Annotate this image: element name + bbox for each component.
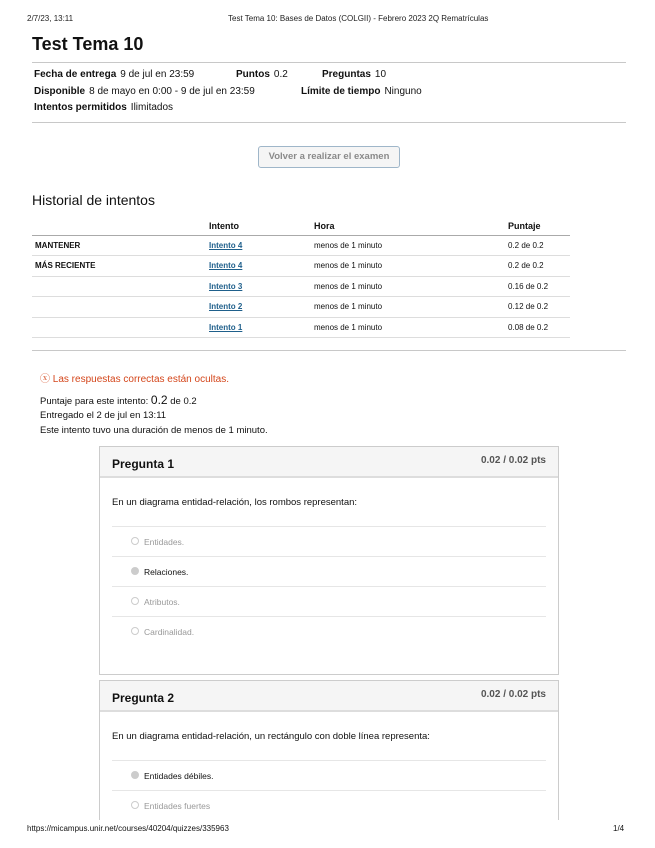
attempt-history-table xyxy=(32,217,570,338)
attempt-link[interactable]: Intento 1 xyxy=(209,322,243,332)
divider xyxy=(32,350,626,351)
attempt-tag: MÁS RECIENTE xyxy=(32,256,209,277)
radio-icon[interactable] xyxy=(131,597,139,605)
question-card xyxy=(99,680,559,820)
table-row xyxy=(32,276,570,297)
answer-label: Relaciones. xyxy=(144,567,189,577)
answer-option[interactable] xyxy=(112,616,546,646)
history-title: Historial de intentos xyxy=(32,192,155,208)
radio-icon[interactable] xyxy=(131,537,139,545)
page-number: 1/4 xyxy=(613,824,625,833)
question-header xyxy=(100,681,558,712)
question-header xyxy=(100,447,558,478)
attempt-link[interactable]: Intento 3 xyxy=(209,281,243,291)
answer-label: Entidades débiles. xyxy=(144,771,214,781)
attempt-score: 0.12 de 0.2 xyxy=(508,297,570,318)
attempt-time: menos de 1 minuto xyxy=(314,256,508,277)
points: Puntos 0.2 xyxy=(236,69,288,80)
table-row xyxy=(32,256,570,277)
question-points: 0.02 / 0.02 pts xyxy=(480,689,546,700)
page-title: Test Tema 10 xyxy=(32,34,144,54)
attempt-score: 0.16 de 0.2 xyxy=(508,276,570,297)
table-row xyxy=(32,235,570,256)
answer-label: Cardinalidad. xyxy=(144,627,195,637)
attempt-tag xyxy=(32,276,209,297)
attempt-link[interactable]: Intento 2 xyxy=(209,302,243,312)
answer-option[interactable] xyxy=(112,790,546,820)
answer-option[interactable] xyxy=(112,586,546,616)
divider xyxy=(32,62,626,63)
question-title: Pregunta 1 xyxy=(112,457,175,471)
col-attempt: Intento xyxy=(209,217,314,235)
attempt-score: Puntaje para este intento: 0.2 de 0.2 xyxy=(40,393,197,407)
question-text: En un diagrama entidad-relación, los rombos representan: xyxy=(112,497,358,508)
warning-icon: ⓧ xyxy=(40,374,53,385)
divider xyxy=(32,122,626,123)
table-row xyxy=(32,297,570,318)
question-text: En un diagrama entidad-relación, un rectángulo con doble línea representa: xyxy=(112,731,430,742)
question-count: Preguntas 10 xyxy=(322,69,387,80)
submitted-date: Entregado el 2 de jul en 13:11 xyxy=(40,410,167,421)
col-time: Hora xyxy=(314,217,508,235)
print-datetime: 2/7/23, 13:11 xyxy=(27,14,74,23)
due-date: Fecha de entrega 9 de jul en 23:59 xyxy=(34,69,195,80)
time-limit: Límite de tiempo Ninguno xyxy=(301,86,422,97)
allowed-attempts: Intentos permitidos Ilimitados xyxy=(34,102,174,113)
attempt-link[interactable]: Intento 4 xyxy=(209,261,243,271)
radio-icon[interactable] xyxy=(131,801,139,809)
question-title: Pregunta 2 xyxy=(112,691,175,705)
footer-url: https://micampus.unir.net/courses/40204/quizzes/335963 xyxy=(27,824,229,833)
answers-hidden-warning: ⓧ Las respuestas correctas están ocultas. xyxy=(40,374,229,385)
table-row xyxy=(32,317,570,338)
attempt-tag xyxy=(32,297,209,318)
attempt-score: 0.08 de 0.2 xyxy=(508,317,570,338)
attempt-duration: Este intento tuvo una duración de menos de 1 minuto. xyxy=(40,425,268,436)
radio-icon[interactable] xyxy=(131,567,139,575)
radio-icon[interactable] xyxy=(131,627,139,635)
availability: Disponible 8 de mayo en 0:00 - 9 de jul en 23:59 xyxy=(34,86,255,97)
question-points: 0.02 / 0.02 pts xyxy=(480,455,546,466)
retake-quiz-button[interactable]: Volver a realizar el examen xyxy=(258,146,400,168)
attempt-score: 0.2 de 0.2 xyxy=(508,256,570,277)
radio-icon[interactable] xyxy=(131,771,139,779)
question-card xyxy=(99,446,559,675)
attempt-time: menos de 1 minuto xyxy=(314,276,508,297)
col-score: Puntaje xyxy=(508,217,570,235)
attempt-tag: MANTENER xyxy=(32,235,209,256)
attempt-score: 0.2 de 0.2 xyxy=(508,235,570,256)
attempt-time: menos de 1 minuto xyxy=(314,235,508,256)
answer-label: Entidades. xyxy=(144,537,185,547)
answer-label: Atributos. xyxy=(144,597,180,607)
attempt-time: menos de 1 minuto xyxy=(314,297,508,318)
answer-option[interactable] xyxy=(112,556,546,586)
attempt-link[interactable]: Intento 4 xyxy=(209,240,243,250)
attempt-time: menos de 1 minuto xyxy=(314,317,508,338)
answer-option[interactable] xyxy=(112,760,546,790)
answer-label: Entidades fuertes xyxy=(144,801,211,811)
attempt-tag xyxy=(32,317,209,338)
answer-option[interactable] xyxy=(112,526,546,556)
print-page-title: Test Tema 10: Bases de Datos (COLGII) - Febrero 2023 2Q Rematrículas xyxy=(228,14,489,23)
